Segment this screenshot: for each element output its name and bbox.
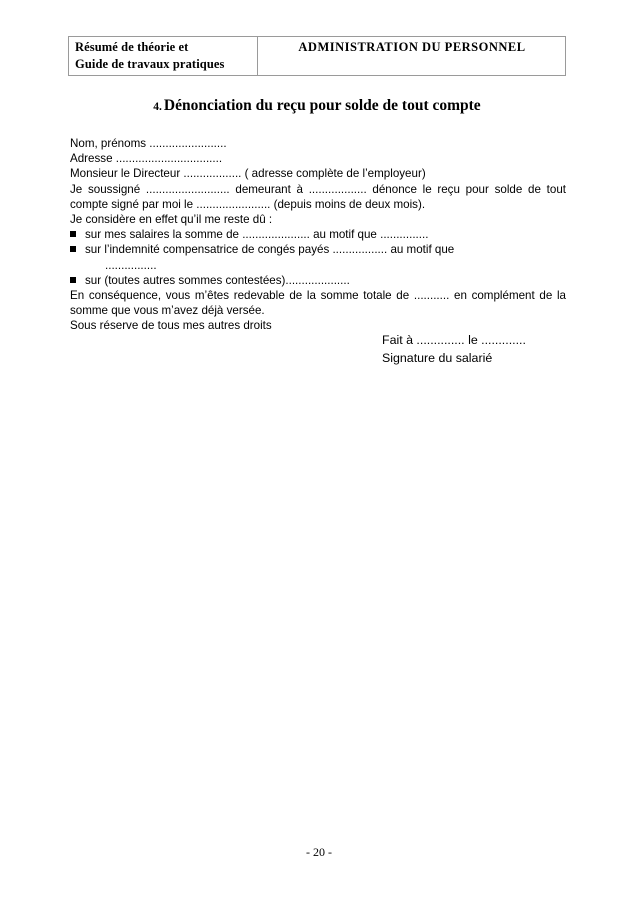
list-item-continuation: ................ — [105, 258, 157, 272]
line-considere: Je considère en effet qu’il me reste dû : — [70, 213, 273, 227]
list-item — [70, 227, 566, 242]
signature-label: Signature du salarié — [382, 351, 493, 365]
signature-block — [382, 331, 526, 367]
list-item — [70, 242, 566, 272]
square-bullet-icon — [70, 231, 76, 237]
header-left-cell — [69, 37, 258, 76]
signature-place-date: Fait à .............. le ............. — [382, 333, 526, 347]
page-title-number: 4. — [153, 101, 162, 113]
document-body — [70, 136, 566, 334]
square-bullet-icon — [70, 246, 76, 252]
header-left-line-2: Guide de travaux pratiques — [75, 56, 225, 71]
list-item-text: sur (toutes autres sommes contestées).................... — [85, 273, 350, 287]
header-row — [69, 37, 566, 76]
list-item-text: sur mes salaires la somme de ..................... au motif que ............... — [85, 228, 429, 242]
list-item-text: sur l’indemnité compensatrice de congés payés ................. au motif que — [85, 243, 455, 257]
square-bullet-icon — [70, 277, 76, 283]
header-right-cell: ADMINISTRATION DU PERSONNEL — [258, 37, 566, 76]
line-reserve: Sous réserve de tous mes autres droits — [70, 319, 272, 333]
list-item — [70, 273, 566, 288]
header-left-line-1: Résumé de théorie et — [75, 40, 189, 54]
field-line-adresse: Adresse ................................. — [70, 152, 223, 166]
page-footer: - 20 - — [306, 845, 332, 859]
paragraph-soussigne: Je soussigné .......................... demeurant à .................. dénonce le reçu pour solde de tout compte signé par moi le ....................... (depuis moins de deux mois). — [70, 182, 566, 211]
page-title-text: Dénonciation du reçu pour solde de tout compte — [163, 97, 481, 114]
paragraph-consequence: En conséquence, vous m’êtes redevable de la somme totale de ........... en complément de la somme que vous m’avez déjà versée. — [70, 289, 566, 318]
field-line-nom: Nom, prénoms ........................ — [70, 137, 227, 150]
field-line-directeur: Monsieur le Directeur .................. ( adresse complète de l’employeur) — [70, 167, 426, 181]
document-header-table — [68, 36, 566, 76]
page-title — [68, 97, 566, 116]
